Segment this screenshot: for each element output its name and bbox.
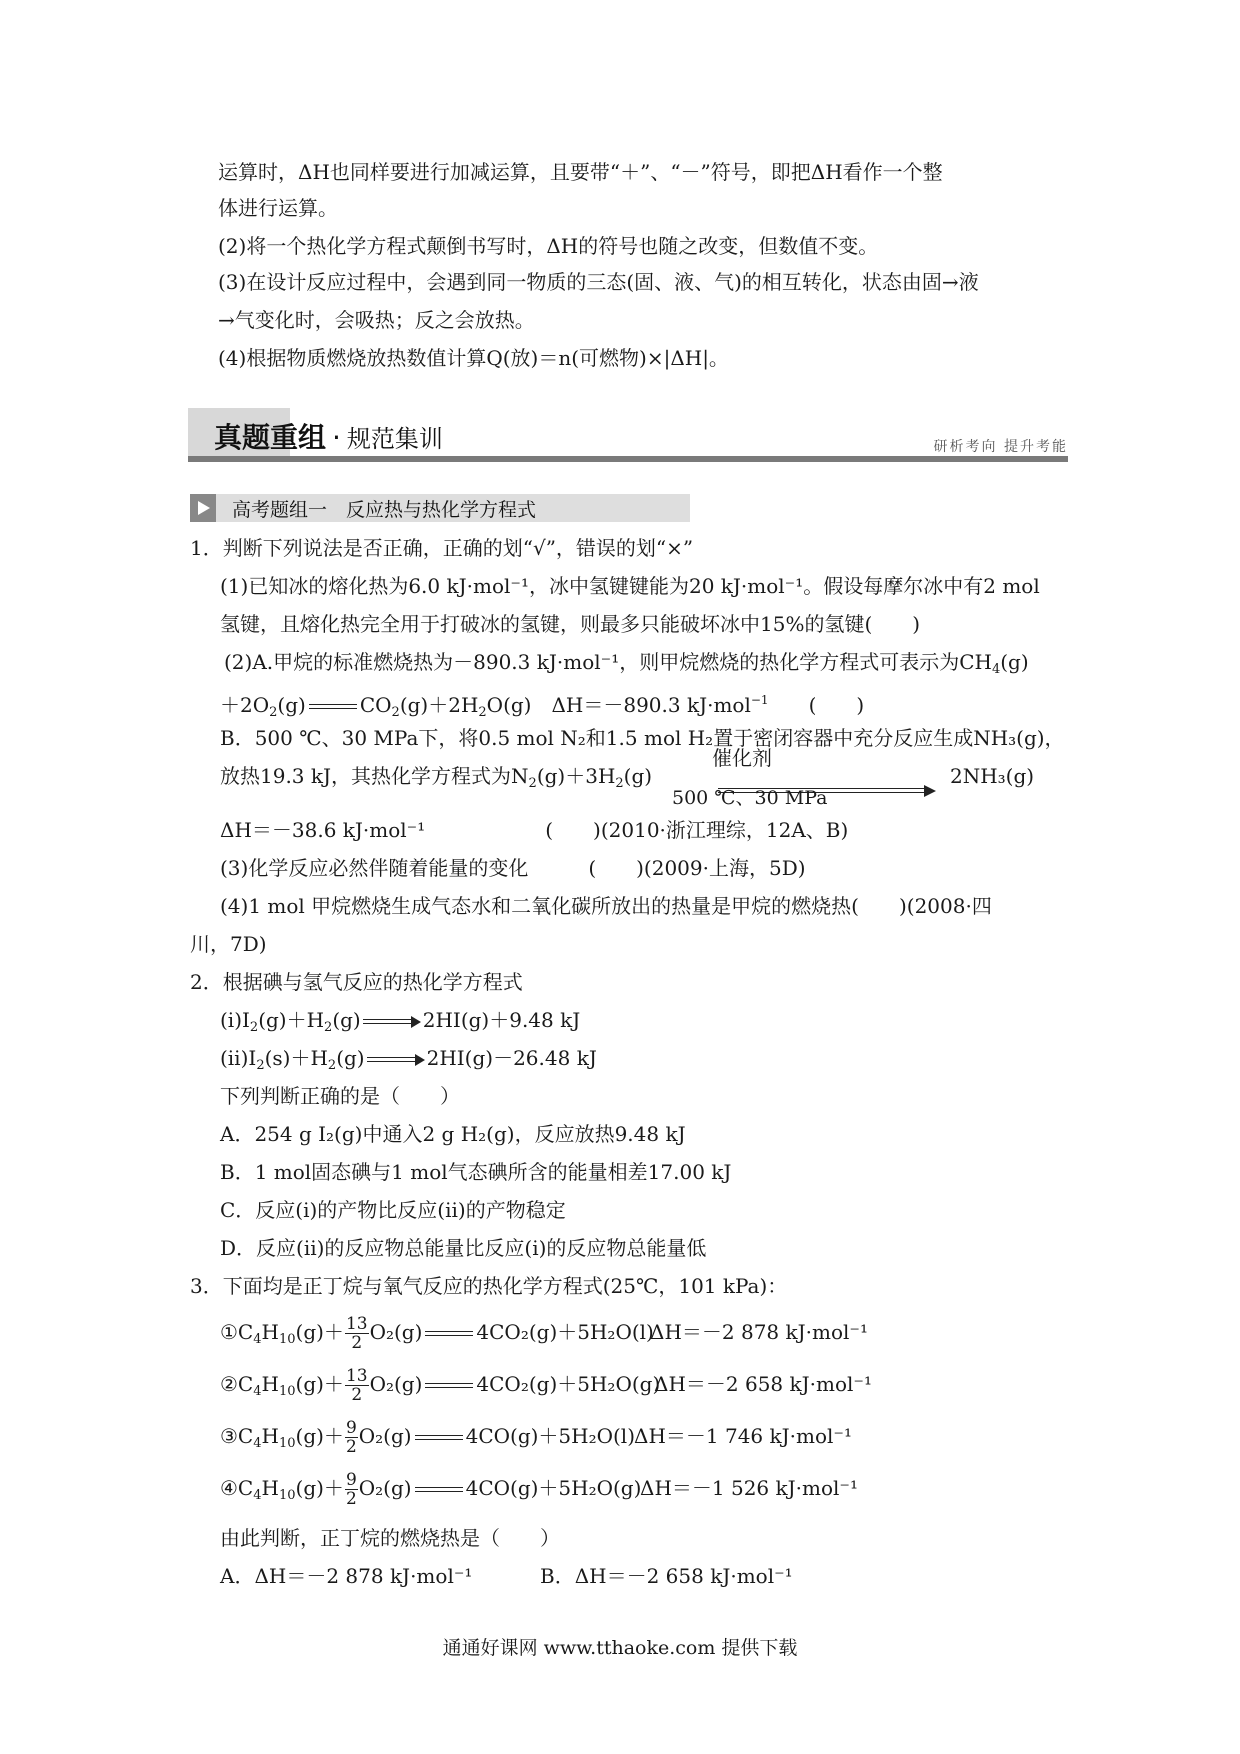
q3-option-a: A．ΔH＝－2 878 kJ·mol⁻¹ [220,1564,473,1588]
sub-2: 2 [391,705,400,720]
equals-sign [425,1331,473,1336]
group-label: 高考题组一 反应热与热化学方程式 [232,499,537,521]
q2-option-b: B．1 mol固态碘与1 mol气态碘所含的能量相差17.00 kJ [220,1160,732,1184]
fraction-numerator: 13 [345,1366,368,1386]
q2-option-a: A．254 g I₂(g)中通入2 g H₂(g)，反应放热9.48 kJ [220,1122,686,1146]
eq-part: 4CO(g)＋5H₂O(l) [465,1424,636,1448]
eq-part: O(g) ΔH＝－890.3 kJ·mol [486,693,751,717]
footer: 通通好课网 www.tthaoke.com 提供下载 [442,1637,798,1659]
eq-part: ③C [220,1424,254,1448]
sub-2: 2 [528,776,537,791]
eq-part: 放热19.3 kJ，其热化学方程式为N [220,764,529,788]
q2-option-d: D．反应(ⅱ)的反应物总能量比反应(ⅰ)的反应物总能量低 [220,1236,707,1260]
q3-dh-1: ΔH＝－2 878 kJ·mol⁻¹ [650,1320,868,1344]
q1-s2-equation [220,686,864,727]
eq-part: (s)＋H [264,1046,328,1070]
eq-part: ②C [220,1372,254,1396]
sub-2: 2 [615,776,624,791]
eq-part: 2HI(g)＋9.48 kJ [422,1008,581,1032]
q2-equation-1 [220,1006,580,1042]
equals-sign [415,1487,463,1492]
sub-4: 4 [253,1436,262,1451]
eq-part: H [261,1476,279,1500]
fraction [345,1419,358,1456]
fraction-numerator: 9 [345,1470,357,1490]
fraction-denominator: 2 [345,1437,357,1457]
section-subtitle: 规范集训 [346,425,443,453]
sub-2: 2 [327,1058,337,1073]
product-label: 2NH₃(g) [950,764,1035,788]
eq-part: (g)＋3H [536,764,616,788]
q3-equation-4 [220,1468,641,1516]
eq-part: ④C [220,1476,254,1500]
eq-part: (g)＋ [295,1424,344,1448]
eq-part: O₂(g) [369,1320,423,1344]
q3-equation-3 [220,1416,635,1464]
q2-ask: 下列判断正确的是（ ） [220,1084,460,1108]
sub-10: 10 [278,1488,296,1503]
eq-part: (g)＋ [295,1372,344,1396]
q1-s3: (3)化学反应必然伴随着能量的变化 ( )(2009·上海，5D) [220,856,806,880]
fraction-denominator: 2 [351,1385,363,1405]
q1-s2-line1-end: (g) [1000,650,1029,674]
sub-10: 10 [278,1436,296,1451]
eq-part: O₂(g) [358,1424,412,1448]
q3-stem: 3．下面均是正丁烷与氧气反应的热化学方程式(25℃，101 kPa)： [190,1274,788,1298]
equals-sign [415,1435,463,1440]
section-title [214,416,443,456]
q3-ask: 由此判断，正丁烷的燃烧热是（ ） [220,1526,560,1550]
q3-equation-2 [220,1364,660,1412]
section-header [188,408,1068,462]
conditions-label: 500 ℃、30 MPa [672,787,828,809]
intro-line-6: (4)根据物质燃烧放热数值计算Q(放)＝n(可燃物)×|ΔH|。 [218,346,729,370]
q1-s2-line1-text: (2)A.甲烷的标准燃烧热为－890.3 kJ·mol⁻¹，则甲烷燃烧的热化学方程式可表示为CH [224,650,992,674]
q2-equation-2 [220,1044,597,1080]
intro-line-4: (3)在设计反应过程中，会遇到同一物质的三态(固、液、气)的相互转化，状态由固→液 [218,270,979,294]
q3-equation-1 [220,1312,654,1360]
equals-sign [425,1383,473,1388]
fraction-numerator: 9 [345,1418,357,1438]
q3-dh-3: ΔH＝－1 746 kJ·mol⁻¹ [634,1424,852,1448]
eq-part: 2HI(g)－26.48 kJ [426,1046,597,1070]
eq-part: (g) [277,693,306,717]
sub-2: 2 [269,705,278,720]
eq-part: 4CO₂(g)＋5H₂O(l) [476,1320,654,1344]
eq-part: H [261,1424,279,1448]
q1-s2-line1 [224,648,1029,684]
group-bar [190,494,690,522]
fraction [345,1367,369,1404]
q1-s2-B-line2 [220,762,652,798]
intro-line-1: 运算时，ΔH也同样要进行加减运算，且要带“＋”、“－”符号，即把ΔH看作一个整 [218,160,943,184]
sub-2: 2 [249,1020,259,1035]
eq-part: 4CO₂(g)＋5H₂O(g) [476,1372,661,1396]
eq-part: H [261,1372,279,1396]
eq-part: (g)＋ [295,1476,344,1500]
eq-part: (g)＋H [258,1008,325,1032]
q1-stem: 1．判断下列说法是否正确，正确的划“√”，错误的划“×” [190,536,694,560]
sub-2: 2 [478,705,487,720]
fraction [345,1315,369,1352]
q1-s4-line2: 川，7D) [190,932,267,956]
eq-part: ①C [220,1320,254,1344]
sub-4: 4 [253,1384,262,1399]
sub-4: 4 [253,1332,262,1347]
eq-part: O₂(g) [369,1372,423,1396]
catalyst-label: 催化剂 [712,746,772,770]
q3-dh-2: ΔH＝－2 658 kJ·mol⁻¹ [654,1372,872,1396]
reaction-arrow-icon [363,1019,421,1025]
section-right-caption: 研析考向 提升考能 [933,439,1068,455]
q1-s1-line1: (1)已知冰的熔化热为6.0 kJ·mol⁻¹，冰中氢键键能为20 kJ·mol⁻¹。假设每摩尔冰中有2 mol [220,574,1040,598]
play-icon [190,494,216,522]
eq-part: ＋2O [220,693,270,717]
fraction-numerator: 13 [345,1314,368,1334]
fraction-denominator: 2 [351,1333,363,1353]
eq-part: (g) [623,764,653,788]
eq-part: (ⅰ)I [220,1008,250,1032]
q2-option-c: C．反应(ⅰ)的产物比反应(ⅱ)的产物稳定 [220,1198,566,1222]
intro-line-2: 体进行运算。 [218,196,338,220]
eq-part: (g) [336,1046,365,1070]
section-rule [188,456,1068,462]
q3-option-b: B．ΔH＝－2 658 kJ·mol⁻¹ [540,1564,793,1588]
eq-part: (g)＋ [295,1320,344,1344]
q1-s4-line1: (4)1 mol 甲烷燃烧生成气态水和二氧化碳所放出的热量是甲烷的燃烧热( )(2008·四 [220,894,992,918]
sub-10: 10 [278,1384,296,1399]
sub-2: 2 [324,1020,333,1035]
fraction-denominator: 2 [345,1489,357,1509]
reaction-arrow-icon [367,1057,425,1063]
q1-s2-line1-sub: 4 [991,662,1001,677]
sub-4: 4 [253,1488,262,1503]
intro-line-5: →气变化时，会吸热；反之会放热。 [218,308,535,332]
eq-part: (g) [332,1008,361,1032]
eq-part: 4CO(g)＋5H₂O(g) [465,1476,642,1500]
sup-minus-1: −1 [750,693,769,707]
section-dot: · [332,421,341,454]
section-title-main: 真题重组 [214,421,327,454]
sub-2: 2 [256,1058,265,1073]
eq-part: H [261,1320,279,1344]
eq-part: (ⅱ)I [220,1046,257,1070]
q3-dh-4: ΔH＝－1 526 kJ·mol⁻¹ [640,1476,858,1500]
q1-s1-line2: 氢键，且熔化热完全用于打破冰的氢键，则最多只能破坏冰中15%的氢键( ) [220,612,921,636]
q1-s2-B-line1: B．500 ℃、30 MPa下，将0.5 mol N₂和1.5 mol H₂置于密闭容器中充分反应生成NH₃(g)， [220,726,1065,750]
q1-s2-B-line3: ΔH＝－38.6 kJ·mol⁻¹ ( )(2010·浙江理综，12A、B) [220,818,849,842]
intro-line-3: (2)将一个热化学方程式颠倒书写时，ΔH的符号也随之改变，但数值不变。 [218,234,879,258]
fraction [345,1471,358,1508]
q2-stem: 2．根据碘与氢气反应的热化学方程式 [190,970,523,994]
eq-part: CO [359,693,392,717]
eq-part: ( ) [768,693,865,717]
eq-part: (g)＋2H [399,693,479,717]
equals-sign [309,704,357,709]
sub-10: 10 [278,1332,296,1347]
eq-part: O₂(g) [358,1476,412,1500]
